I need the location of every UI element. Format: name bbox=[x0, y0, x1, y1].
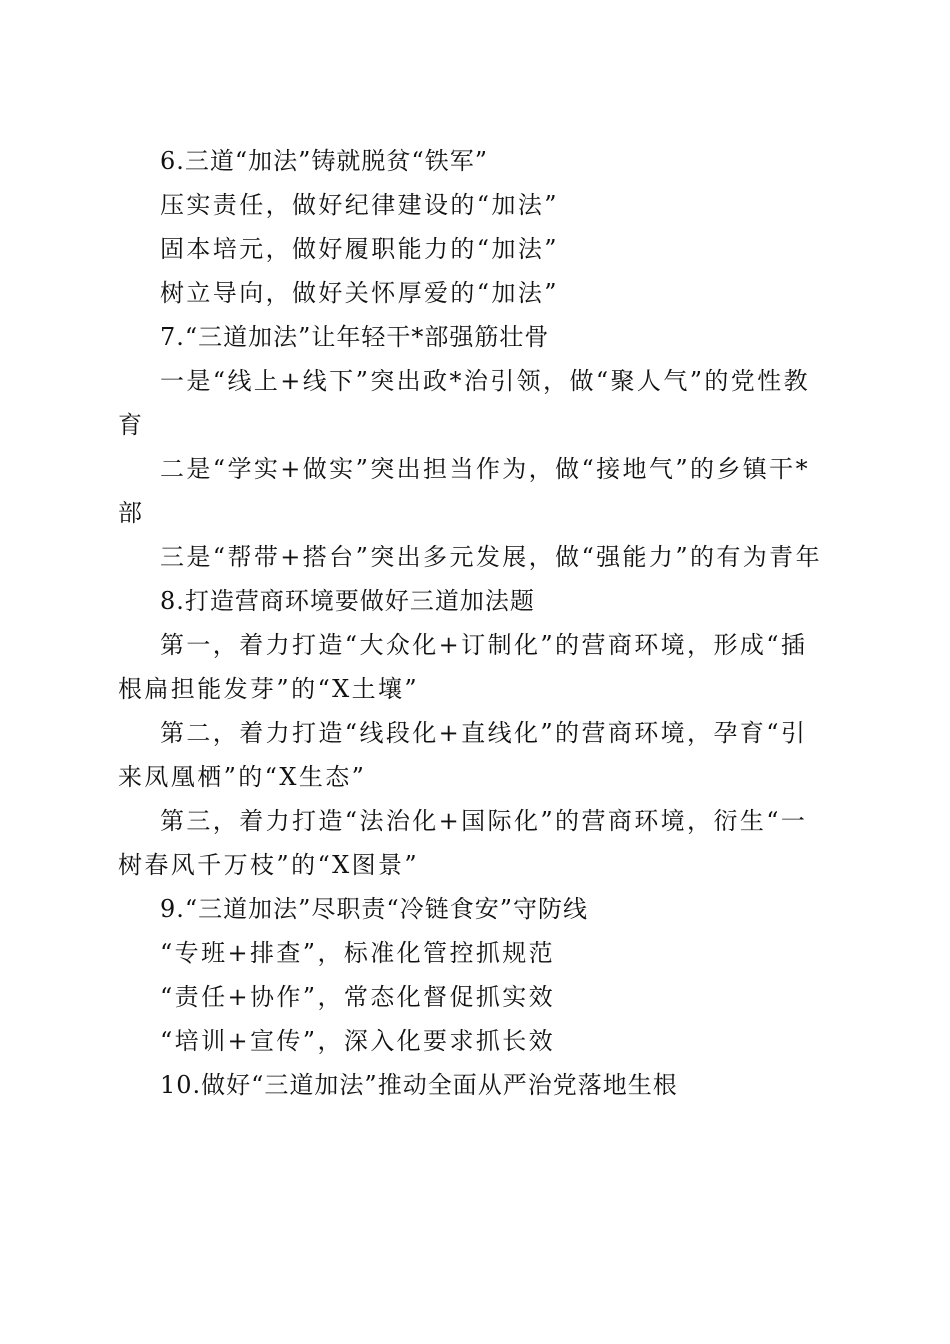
section-heading-7: 7.“三道加法”让年轻干*部强筋壮骨 bbox=[160, 323, 550, 351]
section-heading-8: 8.打造营商环境要做好三道加法题 bbox=[160, 587, 535, 615]
paragraph: “培训+宣传”，深入化要求抓长效 bbox=[160, 1027, 556, 1055]
paragraph: 树立导向，做好关怀厚爱的“加法” bbox=[160, 279, 559, 307]
paragraph: 第一，着力打造“大众化+订制化”的营商环境，形成“插根扁担能发芽”的“X土壤” bbox=[118, 631, 808, 703]
section-heading-10: 10.做好“三道加法”推动全面从严治党落地生根 bbox=[160, 1071, 678, 1099]
paragraph: “专班+排查”，标准化管控抓规范 bbox=[160, 939, 556, 967]
paragraph: 固本培元，做好履职能力的“加法” bbox=[160, 235, 559, 263]
paragraph: 三是“帮带+搭台”突出多元发展，做“强能力”的有为青年 bbox=[160, 543, 822, 571]
paragraph: 第二，着力打造“线段化+直线化”的营商环境，孕育“引来凤凰栖”的“X生态” bbox=[118, 719, 808, 791]
paragraph: 二是“学实+做实”突出担当作为，做“接地气”的乡镇干*部 bbox=[118, 455, 810, 527]
paragraph: “责任+协作”，常态化督促抓实效 bbox=[160, 983, 556, 1011]
paragraph: 压实责任，做好纪律建设的“加法” bbox=[160, 191, 559, 219]
paragraph: 第三，着力打造“法治化+国际化”的营商环境，衍生“一树春风千万枝”的“X图景” bbox=[118, 807, 808, 879]
section-heading-9: 9.“三道加法”尽职责“冷链食安”守防线 bbox=[160, 895, 588, 923]
section-heading-6: 6.三道“加法”铸就脱贫“铁军” bbox=[160, 147, 488, 175]
document-body bbox=[118, 139, 830, 1107]
paragraph: 一是“线上+线下”突出政*治引领，做“聚人气”的党性教育 bbox=[118, 367, 810, 439]
